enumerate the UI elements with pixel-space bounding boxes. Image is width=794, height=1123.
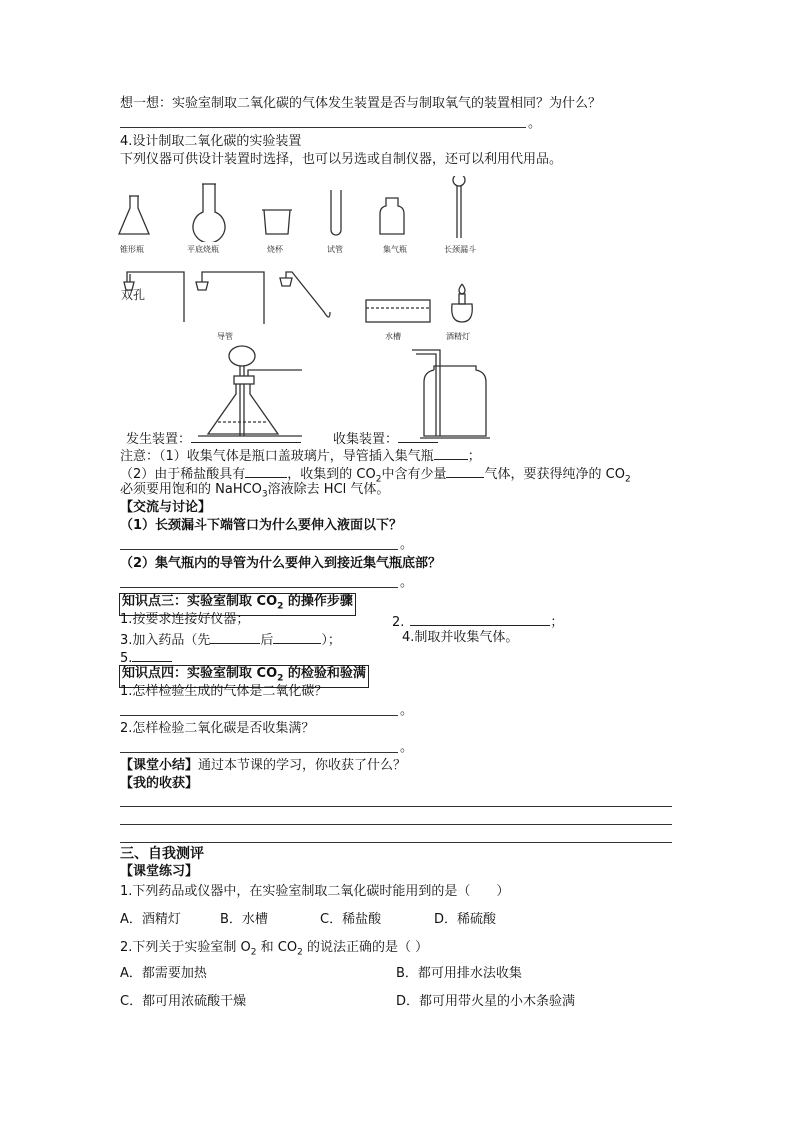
ex2-option-d: D．都可用带火星的小木条验满 — [396, 994, 576, 1009]
cap-tube: 导管 — [217, 332, 233, 341]
cap-test-tube: 试管 — [327, 245, 343, 254]
cap-conical-flask: 锥形瓶 — [120, 245, 144, 254]
kp4-title: 知识点四：实验室制取 $CO_2$ 的检验和验满 — [119, 665, 369, 688]
design-desc: 下列仪器可供设计装置时选择，也可以另选或自制仪器，还可以利用代用品。 — [120, 152, 563, 167]
section-3-title: 三、自我测评 — [120, 846, 204, 862]
period: 。 — [400, 740, 414, 755]
step-3: 3.加入药品（先 后 ）； — [120, 630, 341, 649]
answer-line — [120, 127, 526, 128]
summary: 【课堂小结】通过本节课的学习，你收获了什么？ — [120, 758, 407, 773]
ex2-option-a: A．都需要加热 — [120, 966, 207, 981]
exercise-2: 2.下列关于实验室制 $O_2$ 和 $CO_2$ 的说法正确的是（ ） — [120, 940, 429, 958]
cap-gas-bottle: 集气瓶 — [383, 245, 407, 254]
answer-line — [120, 549, 398, 550]
kp3-title: 知识点三：实验室制取 $CO_2$ 的操作步骤 — [119, 593, 356, 616]
ex2-option-c: C．都可用浓硫酸干燥 — [120, 994, 247, 1009]
step-1: 1.按要求连接好仪器； — [120, 612, 250, 627]
think-question: 想一想：实验室制取二氧化碳的气体发生装置是否与制取氧气的装置相同？为什么？ — [120, 96, 602, 111]
discuss-q1: （1）长颈漏斗下端管口为什么要伸入液面以下？ — [120, 518, 403, 533]
ex1-option-b: B．水槽 — [220, 912, 268, 927]
answer-line — [120, 587, 398, 588]
cap-double-hole: 双孔 — [121, 288, 146, 302]
period: 。 — [528, 116, 542, 131]
cap-beaker: 烧杯 — [267, 245, 283, 254]
note-2: （2）由于稀盐酸具有 ，收集到的 $CO_2$中含有少量 气体，要获得纯净的 $CO_2$ — [120, 464, 631, 488]
period: 。 — [400, 575, 414, 590]
harvest-title: 【我的收获】 — [120, 776, 199, 791]
step-2: 2. ； — [392, 612, 563, 631]
cap-water-trough: 水槽 — [385, 332, 401, 341]
ex1-option-d: D．稀硫酸 — [434, 912, 497, 927]
step-5: 5. — [120, 648, 172, 667]
harvest-line-1 — [120, 806, 672, 807]
col-label: 收集装置： — [333, 429, 438, 448]
cap-alcohol-lamp: 酒精灯 — [446, 332, 470, 341]
period: 。 — [400, 703, 414, 718]
gen-label: 发生装置： — [126, 429, 301, 448]
design-title: 4.设计制取二氧化碳的实验装置 — [120, 134, 302, 149]
instruments-row2 — [116, 262, 486, 328]
note-1: 注意：（1）收集气体是瓶口盖玻璃片，导管插入集气瓶 ； — [120, 446, 481, 465]
kp4-q2: 2.怎样检验二氧化碳是否收集满？ — [120, 721, 315, 736]
exercise-1: 1.下列药品或仪器中，在实验室制取二氧化碳时能用到的是（ ） — [120, 884, 510, 899]
harvest-line-2 — [120, 824, 672, 825]
harvest-line-3 — [120, 842, 672, 843]
step-4: 4.制取并收集气体。 — [402, 630, 519, 645]
discuss-title: 【交流与讨论】 — [120, 500, 212, 515]
answer-line — [120, 715, 398, 716]
discuss-q2: （2）集气瓶内的导管为什么要伸入到接近集气瓶底部？ — [120, 556, 442, 571]
period: 。 — [400, 537, 414, 552]
ex1-option-a: A．酒精灯 — [120, 912, 181, 927]
apparatus-diagrams — [190, 340, 510, 440]
practice-title: 【课堂练习】 — [120, 864, 199, 879]
kp4-q1: 1.怎样检验生成的气体是二氧化碳？ — [120, 684, 328, 699]
cap-long-funnel: 长颈漏斗 — [444, 245, 476, 254]
instruments-row1 — [116, 176, 486, 242]
ex2-option-b: B．都可用排水法收集 — [396, 966, 522, 981]
cap-flat-flask: 平底烧瓶 — [187, 245, 219, 254]
note-3: 必须要用饱和的 NaHCO$_3$溶液除去 HCl 气体。 — [120, 482, 390, 500]
ex1-option-c: C．稀盐酸 — [320, 912, 382, 927]
answer-line — [120, 752, 398, 753]
